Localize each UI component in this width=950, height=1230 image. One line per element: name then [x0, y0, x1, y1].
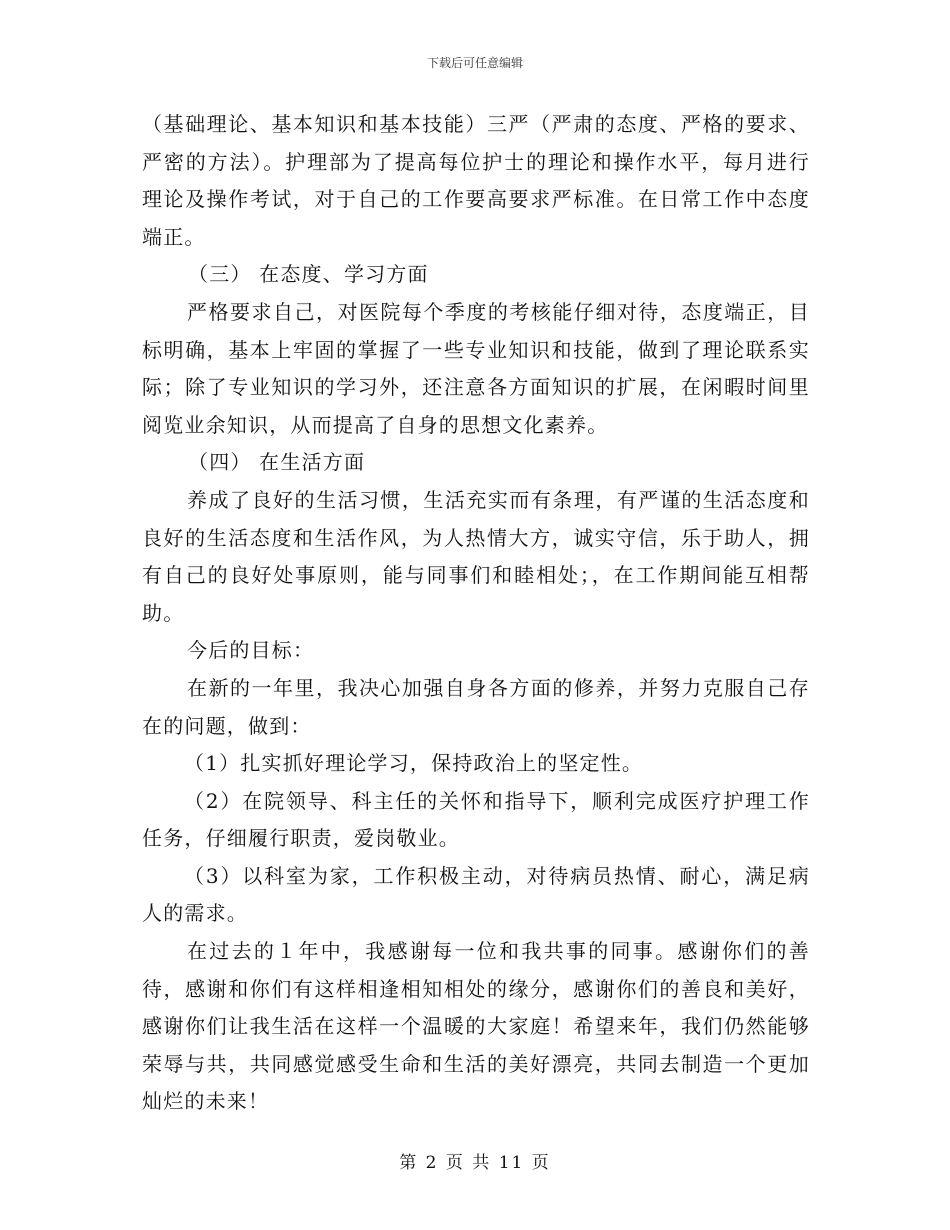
paragraph-thanks: 在过去的１年中，我感谢每一位和我共事的同事。感谢你们的善待，感谢和你们有这样相逢相知相处的缘分，感谢你们的善良和美好，感谢你们让我生活在这样一个温暖的大家庭！希望来年，我们仍然能够荣辱与共，共同感觉感受生命和生活的美好漂亮，共同去制造一个更加灿烂的未来！ [142, 939, 810, 1114]
goal-item-2: （2）在院领导、科主任的关怀和指导下，顺利完成医疗护理工作任务，仔细履行职责，爱岗敬业。 [142, 788, 810, 851]
section-heading-4: （四） 在生活方面 [188, 450, 366, 475]
paragraph-continuation: （基础理论、基本知识和基本技能）三严（严肃的态度、严格的要求、严密的方法）。护理部为了提高每位护士的理论和操作水平，每月进行理论及操作考试，对于自己的工作要高要求严标准。在日常工作中态度端正。 [142, 112, 810, 249]
goal-item-1: （1）扎实抓好理论学习，保持政治上的坚定性。 [184, 751, 644, 776]
page-footer: 第 2 页 共 11 页 [399, 1153, 551, 1173]
goal-item-3: （3）以科室为家，工作积极主动，对待病员热情、耐心，满足病人的需求。 [142, 863, 810, 926]
goals-heading: 今后的目标： [187, 638, 315, 663]
paragraph-life: 养成了良好的生活习惯，生活充实而有条理，有严谨的生活态度和良好的生活态度和生活作风，为人热情大方，诚实守信，乐于助人，拥有自己的良好处事原则，能与同事们和睦相处；，在工作期间能互相帮助。 [142, 487, 810, 625]
paragraph-goals-intro: 在新的一年里，我决心加强自身各方面的修养，并努力克服自己存在的问题，做到： [142, 675, 810, 738]
section-heading-3: （三） 在态度、学习方面 [188, 262, 429, 287]
document-body [142, 106, 810, 1121]
paragraph-attitude: 严格要求自己，对医院每个季度的考核能仔细对待，态度端正，目标明确，基本上牢固的掌握了一些专业知识和技能，做到了理论联系实际；除了专业知识的学习外，还注意各方面知识的扩展，在闲暇时间里阅览业余知识，从而提高了自身的思想文化素养。 [142, 299, 810, 437]
page-header: 下载后可任意编辑 [426, 56, 523, 70]
